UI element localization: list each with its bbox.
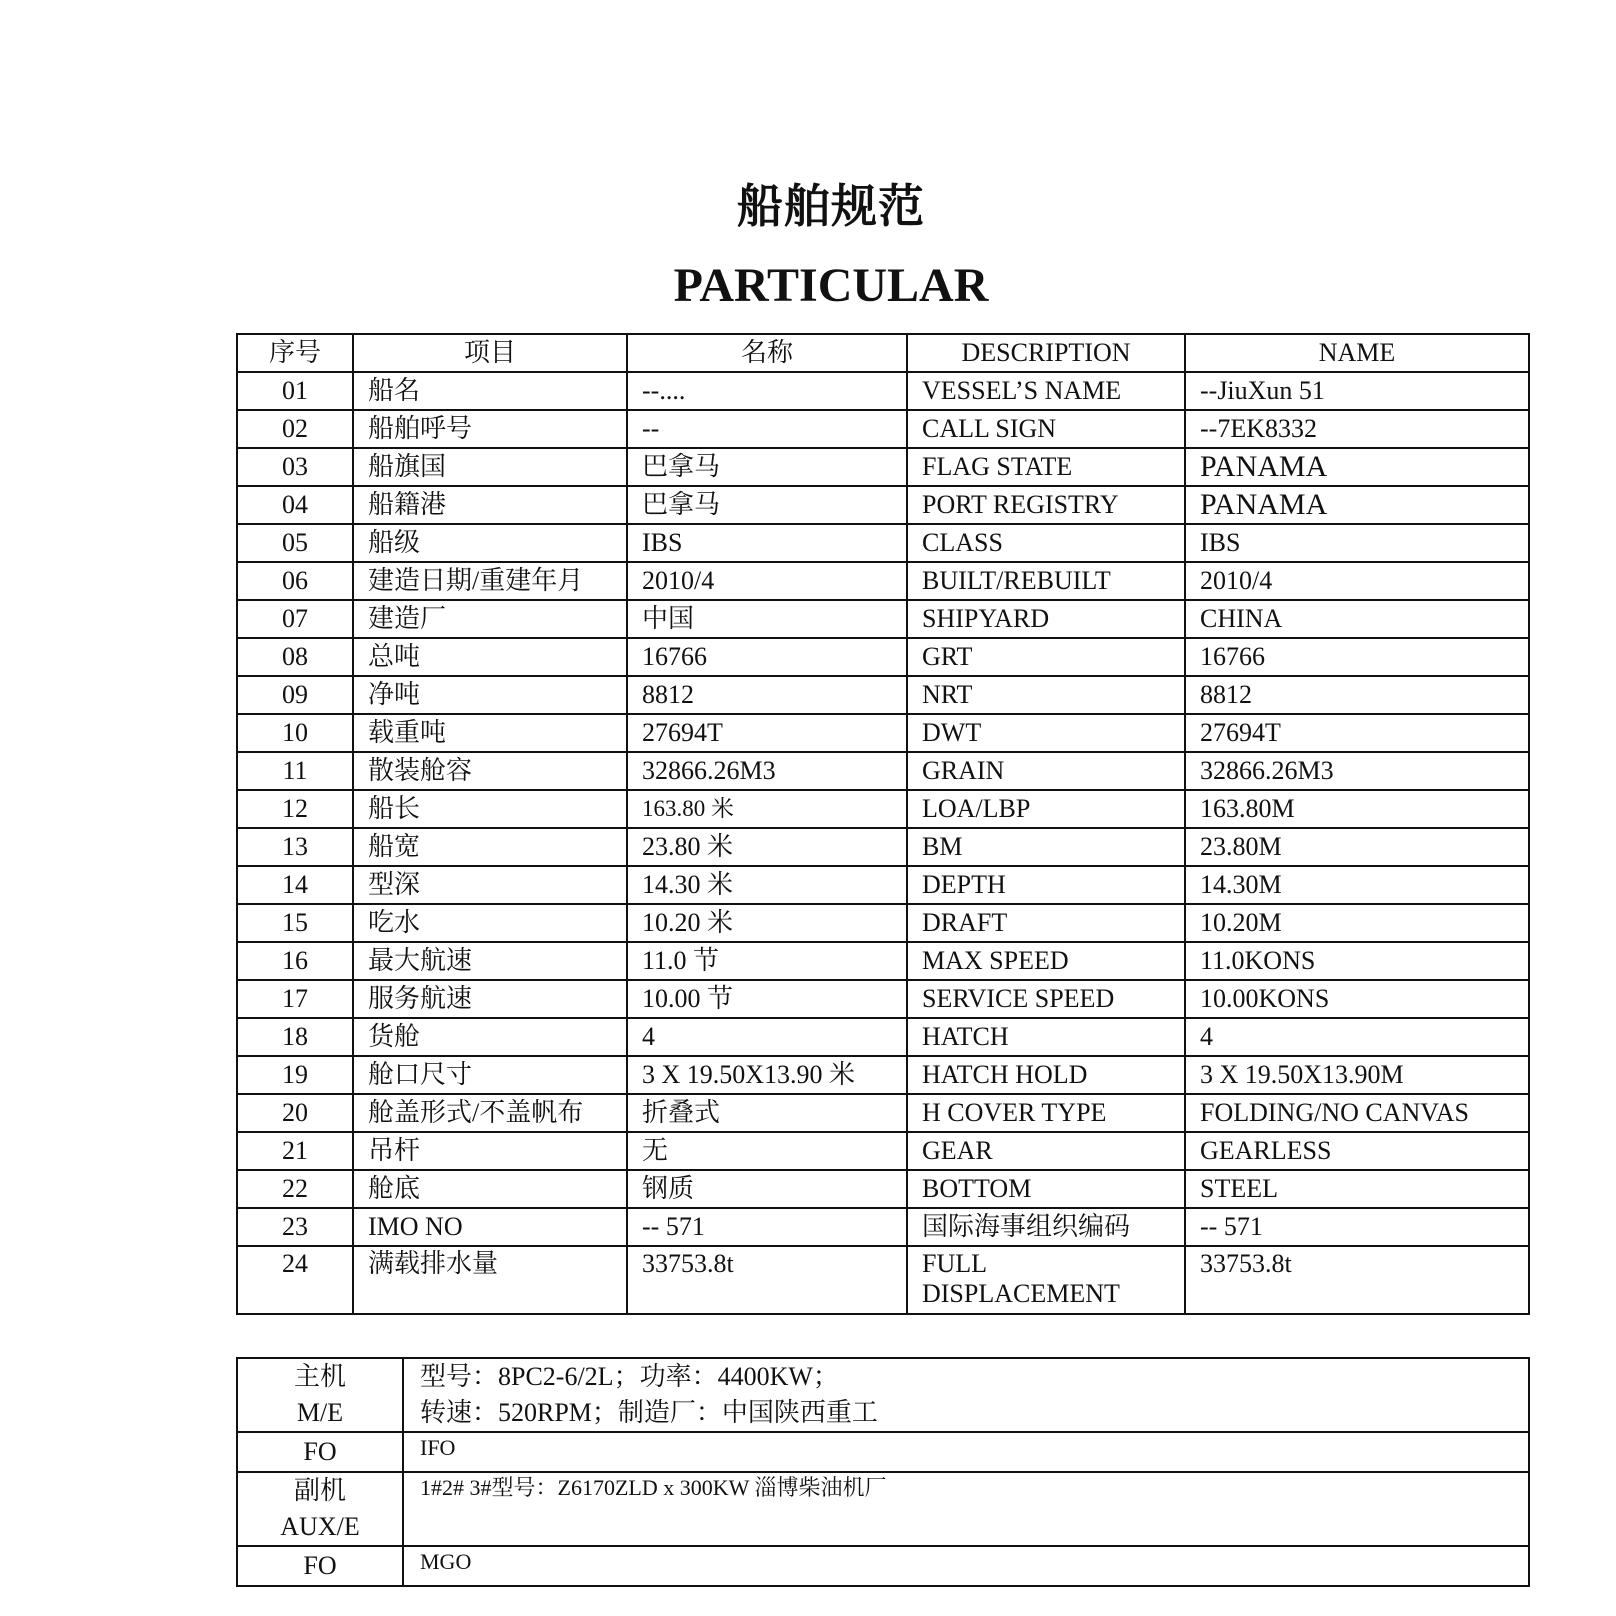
row-description: HATCH HOLD <box>907 1056 1185 1094</box>
row-no: 10 <box>237 714 353 752</box>
table-row <box>237 714 1529 752</box>
row-no: 14 <box>237 866 353 904</box>
row-description: CALL SIGN <box>907 410 1185 448</box>
row-name-cn: 10.00 节 <box>627 980 907 1018</box>
row-no: 17 <box>237 980 353 1018</box>
row-item: 建造日期/重建年月 <box>353 562 627 600</box>
row-description: PORT REGISTRY <box>907 486 1185 524</box>
table-row <box>237 866 1529 904</box>
row-name-cn: 33753.8t <box>627 1246 907 1314</box>
main-engine-label <box>237 1358 403 1432</box>
row-no: 07 <box>237 600 353 638</box>
row-name-cn: 折叠式 <box>627 1094 907 1132</box>
row-name-cn: --.... <box>627 372 907 410</box>
row-no: 04 <box>237 486 353 524</box>
row-item: 船籍港 <box>353 486 627 524</box>
table-header-row <box>237 334 1529 372</box>
row-name-en: 3 X 19.50X13.90M <box>1185 1056 1529 1094</box>
header-description: DESCRIPTION <box>907 334 1185 372</box>
row-no: 20 <box>237 1094 353 1132</box>
row-item: 型深 <box>353 866 627 904</box>
row-name-en: 163.80M <box>1185 790 1529 828</box>
table-row <box>237 942 1529 980</box>
row-name-cn: 巴拿马 <box>627 448 907 486</box>
row-name-en: --7EK8332 <box>1185 410 1529 448</box>
row-no: 12 <box>237 790 353 828</box>
row-name-en: PANAMA <box>1185 448 1529 486</box>
row-no: 23 <box>237 1208 353 1246</box>
row-description: DWT <box>907 714 1185 752</box>
table-row <box>237 790 1529 828</box>
row-no: 11 <box>237 752 353 790</box>
row-name-en: CHINA <box>1185 600 1529 638</box>
row-name-en: -- 571 <box>1185 1208 1529 1246</box>
engine-table <box>236 1357 1530 1587</box>
row-name-cn: 11.0 节 <box>627 942 907 980</box>
row-name-cn: IBS <box>627 524 907 562</box>
row-item: 最大航速 <box>353 942 627 980</box>
row-name-en: 11.0KONS <box>1185 942 1529 980</box>
row-item: 舱底 <box>353 1170 627 1208</box>
row-description: DEPTH <box>907 866 1185 904</box>
row-description: DRAFT <box>907 904 1185 942</box>
row-name-en: 33753.8t <box>1185 1246 1529 1314</box>
row-item: 服务航速 <box>353 980 627 1018</box>
table-row <box>237 980 1529 1018</box>
row-item: 散装舱容 <box>353 752 627 790</box>
row-item: 净吨 <box>353 676 627 714</box>
row-item: 载重吨 <box>353 714 627 752</box>
row-description: NRT <box>907 676 1185 714</box>
row-name-cn: 4 <box>627 1018 907 1056</box>
row-name-cn: 10.20 米 <box>627 904 907 942</box>
row-name-cn: 32866.26M3 <box>627 752 907 790</box>
row-name-en: 32866.26M3 <box>1185 752 1529 790</box>
row-name-cn: 163.80 米 <box>627 790 907 828</box>
row-item: 船旗国 <box>353 448 627 486</box>
row-item: IMO NO <box>353 1208 627 1246</box>
table-row <box>237 904 1529 942</box>
row-name-cn: 14.30 米 <box>627 866 907 904</box>
aux-engine-label-cn: 副机 <box>293 1476 346 1505</box>
row-name-cn: 中国 <box>627 600 907 638</box>
fo-row-1 <box>237 1432 1529 1472</box>
main-engine-label-en: M/E <box>296 1398 344 1427</box>
table-body <box>237 372 1529 1314</box>
row-name-en: --JiuXun 51 <box>1185 372 1529 410</box>
row-name-en: IBS <box>1185 524 1529 562</box>
row-item: 总吨 <box>353 638 627 676</box>
page-title-english: PARTICULAR <box>673 259 989 312</box>
table-row <box>237 676 1529 714</box>
row-name-en: 4 <box>1185 1018 1529 1056</box>
row-no: 16 <box>237 942 353 980</box>
row-description: GRT <box>907 638 1185 676</box>
row-description: GEAR <box>907 1132 1185 1170</box>
row-item: 船长 <box>353 790 627 828</box>
row-no: 21 <box>237 1132 353 1170</box>
page-title-chinese: 船舶规范 <box>737 179 925 233</box>
aux-engine-label-en: AUX/E <box>280 1512 360 1541</box>
header-name-en: NAME <box>1185 334 1529 372</box>
row-no: 06 <box>237 562 353 600</box>
aux-engine-row <box>237 1472 1529 1546</box>
row-item: 吊杆 <box>353 1132 627 1170</box>
row-description: CLASS <box>907 524 1185 562</box>
main-engine-line1: 型号：8PC2-6/2L；功率：4400KW； <box>420 1362 839 1391</box>
table-row <box>237 1170 1529 1208</box>
row-description: MAX SPEED <box>907 942 1185 980</box>
row-name-en: 14.30M <box>1185 866 1529 904</box>
row-item: 货舱 <box>353 1018 627 1056</box>
row-no: 02 <box>237 410 353 448</box>
table-row <box>237 1208 1529 1246</box>
table-row <box>237 524 1529 562</box>
main-engine-value <box>403 1358 1529 1432</box>
row-item: 舱盖形式/不盖帆布 <box>353 1094 627 1132</box>
fo-value-2: MGO <box>403 1546 1529 1586</box>
row-name-en: PANAMA <box>1185 486 1529 524</box>
fo-value-1: IFO <box>403 1432 1529 1472</box>
row-name-cn: 2010/4 <box>627 562 907 600</box>
table-row <box>237 638 1529 676</box>
row-description: GRAIN <box>907 752 1185 790</box>
fo-row-2 <box>237 1546 1529 1586</box>
row-description: SERVICE SPEED <box>907 980 1185 1018</box>
row-no: 19 <box>237 1056 353 1094</box>
row-no: 22 <box>237 1170 353 1208</box>
row-item: 建造厂 <box>353 600 627 638</box>
row-description: BOTTOM <box>907 1170 1185 1208</box>
row-item: 吃水 <box>353 904 627 942</box>
header-name-cn: 名称 <box>627 334 907 372</box>
row-name-cn: 23.80 米 <box>627 828 907 866</box>
table-row <box>237 1246 1529 1314</box>
row-name-en: 23.80M <box>1185 828 1529 866</box>
row-name-cn: 8812 <box>627 676 907 714</box>
row-name-cn: 无 <box>627 1132 907 1170</box>
row-name-cn: 3 X 19.50X13.90 米 <box>627 1056 907 1094</box>
fo-label-1: FO <box>237 1432 403 1472</box>
particulars-table <box>236 333 1530 1315</box>
row-item: 船名 <box>353 372 627 410</box>
row-name-en: 2010/4 <box>1185 562 1529 600</box>
table-row <box>237 1132 1529 1170</box>
row-no: 05 <box>237 524 353 562</box>
row-name-cn: 钢质 <box>627 1170 907 1208</box>
table-row <box>237 828 1529 866</box>
row-description: VESSEL’S NAME <box>907 372 1185 410</box>
main-engine-row <box>237 1358 1529 1432</box>
row-no: 03 <box>237 448 353 486</box>
fo-label-2: FO <box>237 1546 403 1586</box>
row-name-cn: 巴拿马 <box>627 486 907 524</box>
row-description: BM <box>907 828 1185 866</box>
row-description: FULL DISPLACEMENT <box>907 1246 1185 1314</box>
row-no: 08 <box>237 638 353 676</box>
row-name-en: 10.20M <box>1185 904 1529 942</box>
row-no: 09 <box>237 676 353 714</box>
row-description: HATCH <box>907 1018 1185 1056</box>
table-row <box>237 600 1529 638</box>
row-description: LOA/LBP <box>907 790 1185 828</box>
table-row <box>237 1094 1529 1132</box>
row-name-cn: 27694T <box>627 714 907 752</box>
row-no: 13 <box>237 828 353 866</box>
row-name-cn: -- 571 <box>627 1208 907 1246</box>
table-row <box>237 1056 1529 1094</box>
row-description: FLAG STATE <box>907 448 1185 486</box>
row-item: 船级 <box>353 524 627 562</box>
table-row <box>237 448 1529 486</box>
row-description: H COVER TYPE <box>907 1094 1185 1132</box>
row-item: 船宽 <box>353 828 627 866</box>
row-name-cn: -- <box>627 410 907 448</box>
aux-engine-value: 1#2# 3#型号：Z6170ZLD x 300KW 淄博柴油机厂 <box>403 1472 1529 1546</box>
table-row <box>237 486 1529 524</box>
row-name-en: 27694T <box>1185 714 1529 752</box>
row-name-en: 16766 <box>1185 638 1529 676</box>
row-item: 舱口尺寸 <box>353 1056 627 1094</box>
table-row <box>237 372 1529 410</box>
row-name-en: GEARLESS <box>1185 1132 1529 1170</box>
table-row <box>237 752 1529 790</box>
table-row <box>237 562 1529 600</box>
main-engine-line2: 转速：520RPM；制造厂：中国陕西重工 <box>420 1398 878 1427</box>
table-row <box>237 1018 1529 1056</box>
row-name-cn: 16766 <box>627 638 907 676</box>
row-item: 满载排水量 <box>353 1246 627 1314</box>
row-name-en: 8812 <box>1185 676 1529 714</box>
row-name-en: FOLDING/NO CANVAS <box>1185 1094 1529 1132</box>
row-description: 国际海事组织编码 <box>907 1208 1185 1246</box>
aux-engine-label <box>237 1472 403 1546</box>
row-no: 18 <box>237 1018 353 1056</box>
row-description: BUILT/REBUILT <box>907 562 1185 600</box>
row-no: 01 <box>237 372 353 410</box>
row-name-en: 10.00KONS <box>1185 980 1529 1018</box>
row-no: 15 <box>237 904 353 942</box>
header-item: 项目 <box>353 334 627 372</box>
header-no: 序号 <box>237 334 353 372</box>
row-description: SHIPYARD <box>907 600 1185 638</box>
row-item: 船舶呼号 <box>353 410 627 448</box>
table-row <box>237 410 1529 448</box>
row-name-en: STEEL <box>1185 1170 1529 1208</box>
row-no: 24 <box>237 1246 353 1314</box>
main-engine-label-cn: 主机 <box>293 1362 346 1391</box>
